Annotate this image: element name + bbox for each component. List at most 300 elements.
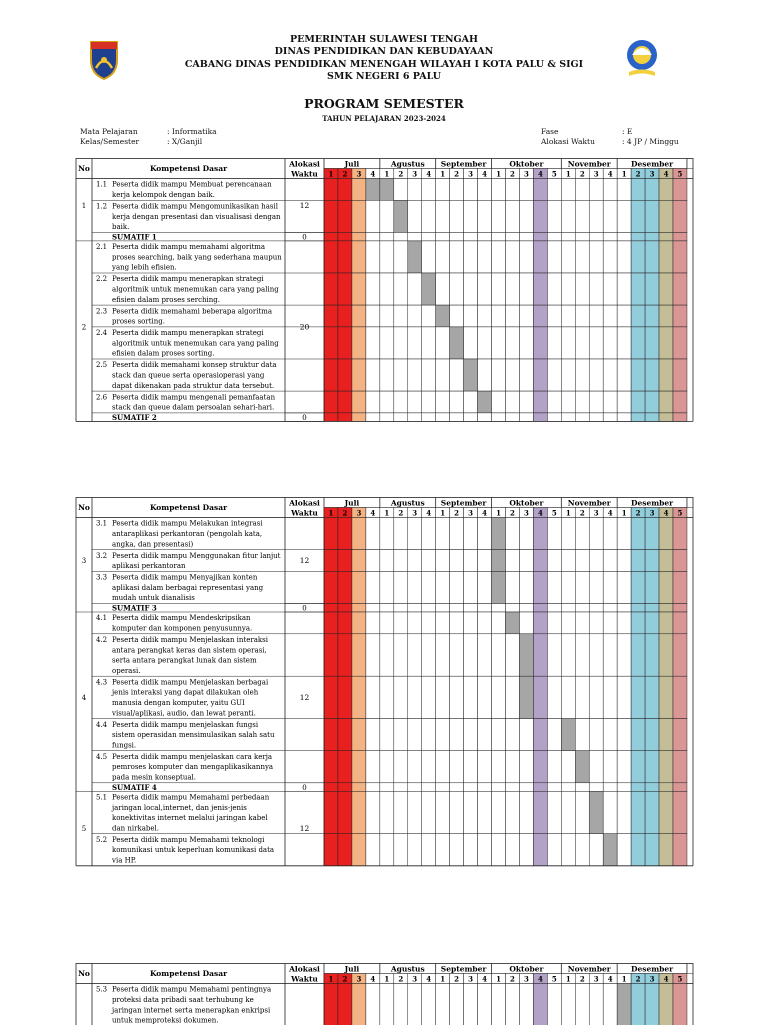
kd-text-line: kerja dengan presentasi dan visualisasi dengan xyxy=(112,213,281,221)
header-line-2: DINAS PENDIDIKAN DAN KEBUDAYAAN xyxy=(0,46,768,58)
week-cell xyxy=(478,612,492,634)
week-cell xyxy=(561,676,575,718)
week-cell xyxy=(352,550,366,572)
week-cell xyxy=(561,327,575,359)
week-number: 2 xyxy=(510,508,515,517)
header-waktu: Waktu xyxy=(290,170,318,179)
week-cell xyxy=(575,200,589,232)
week-cell xyxy=(366,518,380,550)
week-cell xyxy=(478,751,492,783)
week-cell xyxy=(366,634,380,676)
kd-text-line: pemroses komputer dan mengaplikasikannya xyxy=(112,763,273,771)
week-cell xyxy=(338,751,352,783)
week-cell xyxy=(631,273,645,305)
week-cell xyxy=(492,676,506,718)
header-kompetensi-dasar: Kompetensi Dasar xyxy=(150,164,228,173)
week-cell xyxy=(492,751,506,783)
week-cell xyxy=(450,719,464,751)
week-cell xyxy=(575,834,589,866)
kd-text-line: jaringan internet serta menerapkan enkripsi xyxy=(111,1006,271,1014)
week-cell xyxy=(464,571,478,603)
week-cell xyxy=(645,550,659,572)
week-cell xyxy=(422,719,436,751)
month-header: Oktober xyxy=(509,499,544,508)
week-cell xyxy=(547,834,561,866)
time-allocation: 12 xyxy=(300,201,310,210)
header-line-3: CABANG DINAS PENDIDIKAN MENENGAH WILAYAH I KOTA PALU & SIGI xyxy=(0,59,768,71)
week-cell xyxy=(408,783,422,792)
week-cell xyxy=(478,273,492,305)
header-waktu: Waktu xyxy=(290,509,318,518)
week-cell xyxy=(519,676,533,718)
week-number: 3 xyxy=(524,974,529,983)
kd-text-line: antara perangkat keras dan sistem operasi, xyxy=(112,646,267,654)
week-cell xyxy=(478,359,492,391)
week-cell xyxy=(519,327,533,359)
week-cell xyxy=(394,604,408,613)
week-number: 1 xyxy=(329,169,334,178)
week-cell xyxy=(422,984,436,1025)
week-cell xyxy=(422,232,436,241)
week-cell xyxy=(575,571,589,603)
row-number: 2 xyxy=(82,323,86,331)
week-cell xyxy=(352,676,366,718)
week-cell xyxy=(505,179,519,201)
week-cell xyxy=(645,634,659,676)
week-cell xyxy=(478,791,492,833)
week-number: 1 xyxy=(384,508,389,517)
week-cell xyxy=(436,359,450,391)
week-cell xyxy=(422,359,436,391)
week-number: 2 xyxy=(343,974,348,983)
week-cell xyxy=(575,518,589,550)
week-number: 5 xyxy=(552,169,557,178)
week-cell xyxy=(450,834,464,866)
week-cell xyxy=(338,391,352,413)
week-cell xyxy=(436,604,450,613)
week-cell xyxy=(380,391,394,413)
week-cell xyxy=(547,359,561,391)
week-cell xyxy=(324,834,338,866)
week-cell xyxy=(631,791,645,833)
week-cell xyxy=(464,834,478,866)
week-number: 3 xyxy=(524,508,529,517)
week-cell xyxy=(505,571,519,603)
week-cell xyxy=(422,783,436,792)
week-number: 2 xyxy=(454,974,459,983)
week-cell xyxy=(464,604,478,613)
week-cell xyxy=(478,834,492,866)
week-cell xyxy=(492,200,506,232)
week-number: 5 xyxy=(552,508,557,517)
week-cell xyxy=(492,327,506,359)
week-cell xyxy=(659,241,673,273)
week-cell xyxy=(394,719,408,751)
week-cell xyxy=(589,751,603,783)
week-cell xyxy=(366,783,380,792)
week-cell xyxy=(659,273,673,305)
week-cell xyxy=(464,719,478,751)
week-cell xyxy=(394,359,408,391)
week-cell xyxy=(617,571,631,603)
week-cell xyxy=(464,676,478,718)
week-cell xyxy=(631,550,645,572)
week-cell xyxy=(436,200,450,232)
week-number: 3 xyxy=(412,169,417,178)
week-number: 5 xyxy=(552,974,557,983)
week-cell xyxy=(436,612,450,634)
kd-code: 2.4 xyxy=(96,329,108,337)
kd-text-line: antaraplikasi perkantoran (pengolah kata, xyxy=(112,530,262,538)
week-cell xyxy=(519,550,533,572)
week-cell xyxy=(366,241,380,273)
week-cell xyxy=(352,604,366,613)
week-cell xyxy=(645,791,659,833)
month-header: Desember xyxy=(631,499,674,508)
week-number: 4 xyxy=(482,169,487,178)
week-cell xyxy=(380,604,394,613)
kd-text-line: konektivitas internet melalui jaringan kabel xyxy=(112,814,268,822)
week-cell xyxy=(645,305,659,327)
week-cell xyxy=(659,200,673,232)
week-cell xyxy=(631,612,645,634)
week-cell xyxy=(380,200,394,232)
week-cell xyxy=(645,783,659,792)
week-cell xyxy=(673,232,687,241)
week-cell xyxy=(324,719,338,751)
week-cell xyxy=(464,391,478,413)
week-cell xyxy=(673,413,687,422)
week-cell xyxy=(575,984,589,1025)
week-cell xyxy=(366,200,380,232)
week-cell xyxy=(394,550,408,572)
week-cell xyxy=(338,834,352,866)
class-label: Kelas/Semester xyxy=(80,137,139,147)
week-cell xyxy=(631,241,645,273)
week-cell xyxy=(589,834,603,866)
kd-text-line: untuk memproteksi dokumen. xyxy=(112,1017,218,1025)
kd-code: 5.3 xyxy=(96,986,107,994)
week-cell xyxy=(659,232,673,241)
week-cell xyxy=(547,413,561,422)
week-cell xyxy=(394,200,408,232)
month-header: November xyxy=(568,160,612,169)
kd-code: 4.4 xyxy=(96,721,108,729)
week-cell xyxy=(366,604,380,613)
week-cell xyxy=(631,232,645,241)
week-cell xyxy=(645,984,659,1025)
time-allocation: 12 xyxy=(300,556,310,565)
kd-code: 4.2 xyxy=(96,636,107,644)
week-cell xyxy=(575,327,589,359)
week-cell xyxy=(450,550,464,572)
week-cell xyxy=(352,612,366,634)
week-number: 4 xyxy=(370,974,375,983)
week-cell xyxy=(659,604,673,613)
week-number: 4 xyxy=(538,974,543,983)
week-number: 4 xyxy=(608,169,613,178)
kd-text-line: Peserta didik mampu Mendeskripsikan xyxy=(112,614,251,622)
week-cell xyxy=(645,604,659,613)
week-cell xyxy=(352,241,366,273)
sumatif-value: 0 xyxy=(302,605,306,613)
week-cell xyxy=(352,359,366,391)
kd-code: 5.1 xyxy=(96,794,107,802)
week-cell xyxy=(450,612,464,634)
week-cell xyxy=(533,305,547,327)
week-number: 1 xyxy=(566,169,571,178)
week-cell xyxy=(450,518,464,550)
week-cell xyxy=(561,612,575,634)
week-cell xyxy=(464,305,478,327)
week-cell xyxy=(450,984,464,1025)
week-cell xyxy=(561,305,575,327)
week-cell xyxy=(533,179,547,201)
kd-code: 4.3 xyxy=(96,678,107,686)
week-cell xyxy=(380,179,394,201)
week-cell xyxy=(547,604,561,613)
week-cell xyxy=(547,676,561,718)
kd-text-line: Peserta didik mampu Menggunakan fitur lanjut xyxy=(112,552,281,560)
week-cell xyxy=(352,719,366,751)
week-cell xyxy=(519,719,533,751)
week-number: 4 xyxy=(664,169,669,178)
week-cell xyxy=(478,719,492,751)
week-cell xyxy=(547,791,561,833)
month-header: Oktober xyxy=(509,160,544,169)
kd-code: 1.2 xyxy=(96,203,107,211)
week-number: 2 xyxy=(580,974,585,983)
month-header: November xyxy=(568,965,612,974)
week-number: 3 xyxy=(650,169,655,178)
week-cell xyxy=(422,834,436,866)
week-number: 4 xyxy=(608,508,613,517)
week-cell xyxy=(450,179,464,201)
week-cell xyxy=(561,751,575,783)
phase-label: Fase xyxy=(541,127,558,137)
week-cell xyxy=(505,305,519,327)
week-cell xyxy=(617,612,631,634)
week-cell xyxy=(575,305,589,327)
week-cell xyxy=(436,413,450,422)
week-cell xyxy=(533,571,547,603)
week-cell xyxy=(617,791,631,833)
week-cell xyxy=(603,791,617,833)
week-cell xyxy=(352,791,366,833)
week-cell xyxy=(492,232,506,241)
week-cell xyxy=(645,612,659,634)
kd-code: 2.2 xyxy=(96,275,107,283)
subject-value: : Informatika xyxy=(167,127,217,137)
week-cell xyxy=(589,179,603,201)
week-cell xyxy=(673,391,687,413)
week-cell xyxy=(617,305,631,327)
week-number: 1 xyxy=(440,169,445,178)
week-cell xyxy=(659,783,673,792)
kd-text-line: efisien dalam proses serching. xyxy=(112,296,220,304)
month-header: Agustus xyxy=(390,499,425,508)
week-cell xyxy=(478,391,492,413)
week-cell xyxy=(394,327,408,359)
kd-text-line: kerja kelompok dengan baik. xyxy=(112,191,215,199)
week-cell xyxy=(338,571,352,603)
week-cell xyxy=(617,241,631,273)
week-cell xyxy=(450,359,464,391)
week-cell xyxy=(324,634,338,676)
week-cell xyxy=(617,719,631,751)
week-cell xyxy=(561,984,575,1025)
week-cell xyxy=(519,604,533,613)
month-header: September xyxy=(441,965,488,974)
week-cell xyxy=(492,305,506,327)
week-cell xyxy=(645,200,659,232)
week-cell xyxy=(659,834,673,866)
week-cell xyxy=(380,783,394,792)
week-cell xyxy=(408,327,422,359)
week-cell xyxy=(575,612,589,634)
week-number: 2 xyxy=(510,974,515,983)
week-cell xyxy=(464,984,478,1025)
week-cell xyxy=(338,327,352,359)
kd-code: 5.2 xyxy=(96,836,107,844)
sumatif-label: SUMATIF 4 xyxy=(112,783,157,792)
week-cell xyxy=(533,200,547,232)
week-cell xyxy=(492,359,506,391)
kd-text-line: jenis interaksi yang dapat dilakukan oleh xyxy=(111,689,259,697)
week-cell xyxy=(324,391,338,413)
week-cell xyxy=(338,200,352,232)
week-cell xyxy=(380,273,394,305)
header-line-4: SMK NEGERI 6 PALU xyxy=(0,71,768,83)
week-cell xyxy=(617,783,631,792)
week-cell xyxy=(617,413,631,422)
kd-text-line: mudah untuk dianalisis xyxy=(112,594,195,602)
kd-text-line: yang lebih efisien. xyxy=(111,264,177,272)
week-cell xyxy=(450,327,464,359)
week-number: 5 xyxy=(678,508,683,517)
week-cell xyxy=(478,634,492,676)
week-cell xyxy=(603,571,617,603)
week-cell xyxy=(547,241,561,273)
week-cell xyxy=(575,241,589,273)
week-cell xyxy=(673,518,687,550)
week-cell xyxy=(352,571,366,603)
week-cell xyxy=(366,834,380,866)
week-cell xyxy=(366,550,380,572)
week-cell xyxy=(478,550,492,572)
week-cell xyxy=(338,518,352,550)
week-cell xyxy=(366,391,380,413)
header-no: No xyxy=(78,503,90,512)
week-cell xyxy=(617,634,631,676)
week-cell xyxy=(561,273,575,305)
week-cell xyxy=(394,791,408,833)
week-cell xyxy=(645,359,659,391)
week-cell xyxy=(659,413,673,422)
week-cell xyxy=(338,232,352,241)
week-cell xyxy=(561,550,575,572)
week-number: 2 xyxy=(343,508,348,517)
sumatif-label: SUMATIF 3 xyxy=(112,604,157,613)
week-cell xyxy=(380,327,394,359)
week-cell xyxy=(422,550,436,572)
week-cell xyxy=(673,834,687,866)
week-cell xyxy=(450,783,464,792)
week-cell xyxy=(659,179,673,201)
week-cell xyxy=(533,359,547,391)
week-cell xyxy=(617,676,631,718)
week-cell xyxy=(561,413,575,422)
week-cell xyxy=(324,241,338,273)
week-number: 3 xyxy=(468,508,473,517)
week-cell xyxy=(450,413,464,422)
week-cell xyxy=(519,232,533,241)
week-cell xyxy=(631,834,645,866)
week-cell xyxy=(547,550,561,572)
kd-text-line: angka, dan presentasi) xyxy=(112,540,193,548)
kd-text-line: algoritmik untuk menemukan cara yang paling xyxy=(112,286,279,294)
week-cell xyxy=(603,612,617,634)
week-cell xyxy=(422,327,436,359)
week-cell xyxy=(659,612,673,634)
week-cell xyxy=(645,327,659,359)
week-cell xyxy=(366,179,380,201)
week-cell xyxy=(519,612,533,634)
week-cell xyxy=(436,676,450,718)
week-cell xyxy=(450,305,464,327)
week-cell xyxy=(673,604,687,613)
week-cell xyxy=(505,359,519,391)
week-cell xyxy=(519,634,533,676)
week-cell xyxy=(673,612,687,634)
week-cell xyxy=(338,305,352,327)
week-cell xyxy=(631,200,645,232)
kd-text-line: proses searching, baik yang sederhana maupun xyxy=(112,253,282,261)
week-cell xyxy=(352,305,366,327)
row-number: 3 xyxy=(82,557,86,565)
week-cell xyxy=(366,327,380,359)
week-cell xyxy=(505,834,519,866)
week-cell xyxy=(505,550,519,572)
week-cell xyxy=(324,676,338,718)
week-cell xyxy=(561,179,575,201)
week-cell xyxy=(547,305,561,327)
week-cell xyxy=(673,273,687,305)
week-cell xyxy=(547,391,561,413)
week-cell xyxy=(603,232,617,241)
week-cell xyxy=(394,571,408,603)
kd-text-line: stack dan queue dalam persoalan sehari-hari. xyxy=(112,404,274,412)
week-cell xyxy=(547,751,561,783)
week-cell xyxy=(617,834,631,866)
week-number: 2 xyxy=(510,169,515,178)
week-cell xyxy=(352,200,366,232)
week-cell xyxy=(408,232,422,241)
row-number: 1 xyxy=(82,202,86,210)
week-cell xyxy=(422,273,436,305)
week-cell xyxy=(589,359,603,391)
week-cell xyxy=(324,612,338,634)
week-cell xyxy=(408,413,422,422)
week-cell xyxy=(533,391,547,413)
week-cell xyxy=(659,571,673,603)
kd-text-line: Peserta didik mampu Membuat perencanaan xyxy=(112,181,272,189)
week-cell xyxy=(492,391,506,413)
week-cell xyxy=(533,604,547,613)
week-cell xyxy=(394,984,408,1025)
week-cell xyxy=(478,241,492,273)
page-subtitle: TAHUN PELAJARAN 2023-2024 xyxy=(0,114,768,123)
